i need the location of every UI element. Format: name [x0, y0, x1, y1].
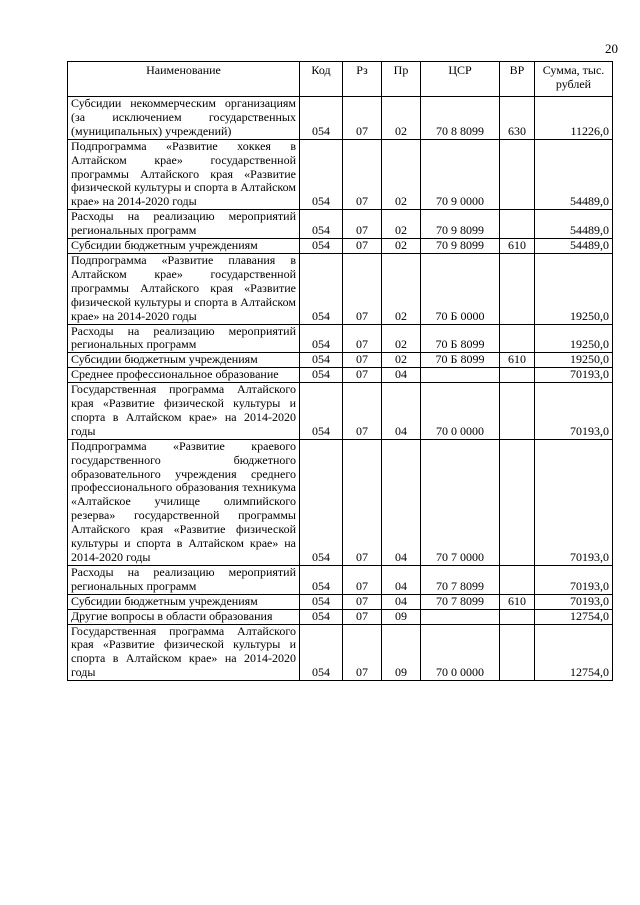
cell-csr: 70 9 0000 [421, 139, 500, 210]
table-row [68, 324, 613, 353]
cell-rz: 07 [343, 97, 382, 140]
cell-pr: 02 [382, 139, 421, 210]
cell-code: 054 [300, 609, 343, 624]
header-vr: ВР [500, 62, 535, 97]
cell-name: Расходы на реализацию мероприятий региональных программ [68, 324, 300, 353]
cell-rz: 07 [343, 439, 382, 565]
cell-csr: 70 Б 8099 [421, 353, 500, 368]
cell-code: 054 [300, 353, 343, 368]
table-row [68, 565, 613, 594]
table-row [68, 439, 613, 565]
cell-sum: 54489,0 [535, 239, 613, 254]
cell-code: 054 [300, 324, 343, 353]
cell-sum: 70193,0 [535, 383, 613, 440]
table-row [68, 383, 613, 440]
cell-csr: 70 9 8099 [421, 239, 500, 254]
cell-rz: 07 [343, 210, 382, 239]
cell-csr [421, 368, 500, 383]
cell-vr [500, 324, 535, 353]
cell-name: Государственная программа Алтайского края «Развитие физической культуры и спорта в Алтайском крае» на 2014-2020 годы [68, 383, 300, 440]
table-row [68, 353, 613, 368]
page-number: 20 [605, 41, 618, 56]
cell-csr: 70 7 8099 [421, 565, 500, 594]
cell-csr: 70 Б 0000 [421, 253, 500, 324]
cell-rz: 07 [343, 565, 382, 594]
cell-pr: 09 [382, 624, 421, 681]
cell-vr [500, 368, 535, 383]
table-header-row [68, 62, 613, 97]
cell-sum: 70193,0 [535, 594, 613, 609]
cell-pr: 04 [382, 439, 421, 565]
cell-vr: 610 [500, 353, 535, 368]
cell-rz: 07 [343, 239, 382, 254]
cell-pr: 04 [382, 594, 421, 609]
cell-name: Среднее профессиональное образование [68, 368, 300, 383]
cell-pr: 02 [382, 239, 421, 254]
cell-name: Государственная программа Алтайского края «Развитие физической культуры и спорта в Алтайском крае» на 2014-2020 годы [68, 624, 300, 681]
cell-code: 054 [300, 439, 343, 565]
cell-csr: 70 7 8099 [421, 594, 500, 609]
table-row [68, 139, 613, 210]
table-row [68, 210, 613, 239]
cell-csr: 70 0 0000 [421, 624, 500, 681]
cell-sum: 19250,0 [535, 353, 613, 368]
cell-name: Подпрограмма «Развитие хоккея в Алтайском крае» государственной программы Алтайского края «Развитие физической культуры и спорта в Алтайском крае» на 2014-2020 годы [68, 139, 300, 210]
cell-code: 054 [300, 210, 343, 239]
cell-rz: 07 [343, 368, 382, 383]
cell-sum: 19250,0 [535, 253, 613, 324]
cell-code: 054 [300, 139, 343, 210]
cell-rz: 07 [343, 353, 382, 368]
cell-rz: 07 [343, 383, 382, 440]
cell-vr [500, 439, 535, 565]
cell-code: 054 [300, 594, 343, 609]
cell-sum: 12754,0 [535, 624, 613, 681]
cell-sum: 70193,0 [535, 439, 613, 565]
table-row [68, 253, 613, 324]
cell-name: Субсидии бюджетным учреждениям [68, 353, 300, 368]
cell-rz: 07 [343, 594, 382, 609]
table-row [68, 368, 613, 383]
table-row [68, 97, 613, 140]
header-rz: Рз [343, 62, 382, 97]
cell-name: Подпрограмма «Развитие плавания в Алтайском крае» государственной программы Алтайского края «Развитие физической культуры и спорта в Алтайском крае» на 2014-2020 годы [68, 253, 300, 324]
cell-rz: 07 [343, 324, 382, 353]
cell-code: 054 [300, 97, 343, 140]
cell-rz: 07 [343, 609, 382, 624]
cell-vr [500, 139, 535, 210]
cell-csr: 70 8 8099 [421, 97, 500, 140]
cell-pr: 02 [382, 253, 421, 324]
cell-name: Субсидии бюджетным учреждениям [68, 239, 300, 254]
table-row [68, 239, 613, 254]
header-csr: ЦСР [421, 62, 500, 97]
cell-rz: 07 [343, 624, 382, 681]
cell-vr [500, 383, 535, 440]
cell-code: 054 [300, 239, 343, 254]
cell-sum: 54489,0 [535, 210, 613, 239]
header-code: Код [300, 62, 343, 97]
cell-pr: 02 [382, 210, 421, 239]
header-sum: Сумма, тыс. рублей [535, 62, 613, 97]
cell-rz: 07 [343, 139, 382, 210]
cell-sum: 12754,0 [535, 609, 613, 624]
cell-rz: 07 [343, 253, 382, 324]
cell-sum: 54489,0 [535, 139, 613, 210]
cell-pr: 04 [382, 565, 421, 594]
cell-code: 054 [300, 253, 343, 324]
cell-code: 054 [300, 383, 343, 440]
cell-pr: 04 [382, 383, 421, 440]
cell-csr: 70 7 0000 [421, 439, 500, 565]
cell-vr [500, 253, 535, 324]
cell-vr [500, 609, 535, 624]
table-row [68, 609, 613, 624]
cell-pr: 02 [382, 353, 421, 368]
cell-csr: 70 0 0000 [421, 383, 500, 440]
cell-vr: 610 [500, 594, 535, 609]
cell-vr: 630 [500, 97, 535, 140]
cell-sum: 70193,0 [535, 368, 613, 383]
cell-vr [500, 624, 535, 681]
table-row [68, 624, 613, 681]
budget-table [67, 61, 613, 681]
cell-csr [421, 609, 500, 624]
cell-code: 054 [300, 565, 343, 594]
cell-name: Подпрограмма «Развитие краевого государственного бюджетного образовательного учреждения среднего профессионального образования техникума «Алтайское училище олимпийского резерва» государственной программы Алтайского края «Развитие физической культуры и спорта в Алтайском крае» на 2014-2020 годы [68, 439, 300, 565]
cell-sum: 70193,0 [535, 565, 613, 594]
cell-csr: 70 9 8099 [421, 210, 500, 239]
cell-code: 054 [300, 368, 343, 383]
cell-sum: 11226,0 [535, 97, 613, 140]
header-pr: Пр [382, 62, 421, 97]
header-name: Наименование [68, 62, 300, 97]
cell-name: Расходы на реализацию мероприятий региональных программ [68, 210, 300, 239]
cell-sum: 19250,0 [535, 324, 613, 353]
cell-name: Субсидии некоммерческим организациям (за исключением государственных (муниципальных) учреждений) [68, 97, 300, 140]
cell-pr: 04 [382, 368, 421, 383]
cell-csr: 70 Б 8099 [421, 324, 500, 353]
table-row [68, 594, 613, 609]
cell-name: Другие вопросы в области образования [68, 609, 300, 624]
cell-vr [500, 565, 535, 594]
cell-pr: 02 [382, 324, 421, 353]
cell-name: Субсидии бюджетным учреждениям [68, 594, 300, 609]
cell-name: Расходы на реализацию мероприятий региональных программ [68, 565, 300, 594]
cell-pr: 02 [382, 97, 421, 140]
cell-vr: 610 [500, 239, 535, 254]
cell-pr: 09 [382, 609, 421, 624]
cell-code: 054 [300, 624, 343, 681]
cell-vr [500, 210, 535, 239]
